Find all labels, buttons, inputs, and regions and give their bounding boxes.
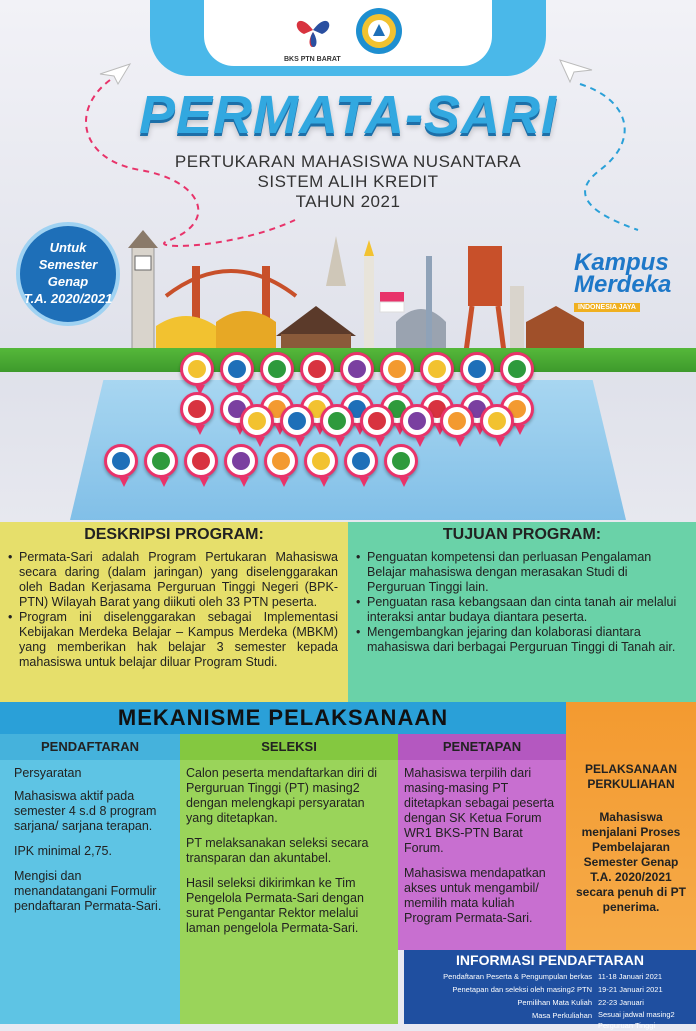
penetapan-item-1: Mahasiswa terpilih dari masing-masing PT ditetapkan sebagai peserta dengan SK Ketua Forum WR1 BKS-PTN Barat Forum. <box>404 766 555 855</box>
penetapan-heading: PENETAPAN <box>398 734 566 760</box>
program-title: PERMATA-SARI <box>139 85 557 145</box>
pendaftaran-heading: PENDAFTARAN <box>0 734 180 760</box>
university-logo-pin <box>384 444 418 478</box>
informasi-label-2: Penetapan dan seleksi oleh masing2 PTN <box>452 985 592 994</box>
university-logo-icon <box>152 452 170 470</box>
university-logo-icon <box>288 412 306 430</box>
university-logo-icon <box>388 360 406 378</box>
kampus-merdeka-tagline: INDONESIA JAYA <box>574 303 640 312</box>
university-logo-icon <box>428 360 446 378</box>
university-logo-icon <box>348 360 366 378</box>
university-logo-icon <box>192 452 210 470</box>
paper-plane-right-icon <box>560 60 592 82</box>
deskripsi-heading: DESKRIPSI PROGRAM: <box>84 526 264 543</box>
university-logo-icon <box>488 412 506 430</box>
university-logo-pin <box>500 352 534 386</box>
deskripsi-item-2: • Program ini diselenggarakan sebagai Implementasi Kebijakan Merdeka Belajar – Kampus Merdeka (MBKM) yang memberikan hak belajar 3 semester kepada mahasiswa untuk belajar diluar Program Studi. <box>8 610 338 670</box>
bks-ptn-logo-icon <box>288 8 338 56</box>
seleksi-item-3: Hasil seleksi dikirimkan ke Tim Pengelola Permata-Sari dengan surat Pengantar Rektor melalui laman pengelola Permata-Sari. <box>186 876 364 935</box>
tujuan-item-2: • Penguatan rasa kebangsaan dan cinta tanah air melalui interaksi antar budaya diantara peserta. <box>356 595 686 625</box>
university-logo-icon <box>328 412 346 430</box>
university-logo-icon <box>468 360 486 378</box>
pendaftaran-column <box>0 734 180 1024</box>
seleksi-item-1: Calon peserta mendaftarkan diri di Perguruan Tinggi (PT) masing2 dengan melengkapi persyaratan yang ditetapkan. <box>186 766 378 825</box>
tujuan-heading: TUJUAN PROGRAM: <box>442 526 602 543</box>
tujuan-program-section <box>348 522 696 702</box>
subtitle-line-2: SISTEM ALIH KREDIT <box>257 172 439 191</box>
university-logo-icon <box>112 452 130 470</box>
pelaksanaan-heading: PELAKSANAAN PERKULIAHAN <box>584 762 677 791</box>
informasi-date-4: Sesuai jadwal masing2 Perguruan Tinggi <box>598 1010 675 1030</box>
university-logo-icon <box>188 400 206 418</box>
university-logo-pin <box>180 392 214 426</box>
tujuan-item-3: • Mengembangkan jejaring dan kolaborasi diantara mahasiswa dari berbagai Perguruan Tinggi di Tanah air. <box>356 625 686 655</box>
informasi-pendaftaran-panel <box>404 950 696 1030</box>
seleksi-list <box>180 760 398 936</box>
university-logo-pin <box>220 352 254 386</box>
university-logo-icon <box>232 452 250 470</box>
university-logo-pin <box>380 352 414 386</box>
university-logo-pin <box>144 444 178 478</box>
subtitle-line-1: PERTUKARAN MAHASISWA NUSANTARA <box>174 152 522 171</box>
pelaksanaan-body: Mahasiswa menjalani Proses Pembelajaran Semester Genap T.A. 2020/2021 secara penuh di PT penerima. <box>575 810 687 914</box>
informasi-dates <box>598 970 694 1031</box>
penetapan-column <box>398 734 566 950</box>
university-logo-pin <box>180 352 214 386</box>
deskripsi-program-section <box>0 522 348 702</box>
university-logo-pin <box>240 404 274 438</box>
penetapan-item-2: Mahasiswa mendapatkan akses untuk mengambil/ memilih mata kuliah Program Permata-Sari. <box>404 866 546 925</box>
mekanisme-heading: MEKANISME PELAKSANAAN <box>0 702 566 734</box>
university-logo-pin <box>320 404 354 438</box>
university-logo-pin <box>224 444 258 478</box>
university-logo-icon <box>268 360 286 378</box>
informasi-date-1: 11-18 Januari 2021 <box>598 972 663 981</box>
university-logo-pin <box>460 352 494 386</box>
university-logo-pin <box>104 444 138 478</box>
kampus-merdeka-word-2: Merdeka <box>574 271 672 298</box>
subtitle-line-3: TAHUN 2021 <box>295 192 401 211</box>
university-logo-icon <box>508 360 526 378</box>
pendaftaran-item-2: IPK minimal 2,75. <box>14 844 112 858</box>
informasi-label-3: Pemilihan Mata Kuliah <box>517 998 592 1007</box>
university-logo-icon <box>352 452 370 470</box>
bks-ptn-label: BKS PTN BARAT <box>284 56 341 63</box>
university-logo-icon <box>248 412 266 430</box>
university-logo-icon <box>272 452 290 470</box>
university-logo-pin <box>344 444 378 478</box>
university-logo-pin <box>260 352 294 386</box>
university-logo-pin <box>304 444 338 478</box>
pendaftaran-item-3: Mengisi dan menandatangani Formulir pendaftaran Permata-Sari. <box>14 869 162 913</box>
informasi-date-2: 19-21 Januari 2021 <box>598 985 663 994</box>
tut-wuri-handayani-logo-icon <box>354 6 404 56</box>
informasi-date-3: 22-23 Januari <box>598 998 644 1007</box>
university-logo-pin <box>280 404 314 438</box>
university-logo-icon <box>448 412 466 430</box>
semester-badge <box>16 222 120 326</box>
deskripsi-item-1: • Permata-Sari adalah Program Pertukaran Mahasiswa secara daring (dalam jaringan) yang diselenggarakan oleh Badan Kerjasama Perguruan Tinggi Negeri (BPK-PTN) Wilayah Barat yang diikuti oleh 33 PTN peserta. <box>8 550 338 610</box>
university-logo-pin <box>480 404 514 438</box>
informasi-label-1: Pendaftaran Peserta & Pengumpulan berkas <box>443 972 592 981</box>
informasi-labels <box>408 970 592 1022</box>
university-logo-pin <box>400 404 434 438</box>
tujuan-list <box>348 548 696 655</box>
informasi-heading: INFORMASI PENDAFTARAN <box>456 952 644 968</box>
university-logo-pin <box>300 352 334 386</box>
kampus-merdeka-word-1: Kampus <box>574 249 669 276</box>
university-logo-icon <box>228 360 246 378</box>
pendaftaran-item-1: Mahasiswa aktif pada semester 4 s.d 8 program sarjana/ sarjana terapan. <box>14 789 157 833</box>
kampus-merdeka-logo <box>574 249 672 314</box>
deskripsi-list <box>0 548 348 670</box>
university-logo-icon <box>408 412 426 430</box>
semester-badge-line-3: T.A. 2020/2021 <box>23 291 113 306</box>
university-logo-pin <box>360 404 394 438</box>
university-logo-pin <box>440 404 474 438</box>
landmarks-skyline-icon <box>126 226 586 352</box>
university-logo-pin <box>420 352 454 386</box>
university-logo-pin <box>184 444 218 478</box>
university-logo-pin <box>340 352 374 386</box>
pendaftaran-list <box>14 789 172 914</box>
seleksi-column <box>180 734 398 1024</box>
university-logo-icon <box>308 360 326 378</box>
seleksi-item-2: PT melaksanakan seleksi secara transparan dan akuntabel. <box>186 836 369 865</box>
semester-badge-line-1: Untuk <box>49 240 87 255</box>
university-logo-icon <box>392 452 410 470</box>
university-logo-icon <box>188 360 206 378</box>
university-logo-icon <box>312 452 330 470</box>
penetapan-list <box>398 760 566 926</box>
pendaftaran-intro: Persyaratan <box>14 766 82 780</box>
university-logo-pin <box>264 444 298 478</box>
seleksi-heading: SELEKSI <box>180 734 398 760</box>
tujuan-item-1: • Penguatan kompetensi dan perluasan Pengalaman Belajar mahasiswa dengan merasakan Studi di Perguruan Tinggi lain. <box>356 550 686 595</box>
logo-panel <box>204 0 492 66</box>
semester-badge-line-2: Semester Genap <box>38 257 98 289</box>
informasi-label-4: Masa Perkuliahan <box>531 1011 592 1020</box>
university-logo-icon <box>368 412 386 430</box>
